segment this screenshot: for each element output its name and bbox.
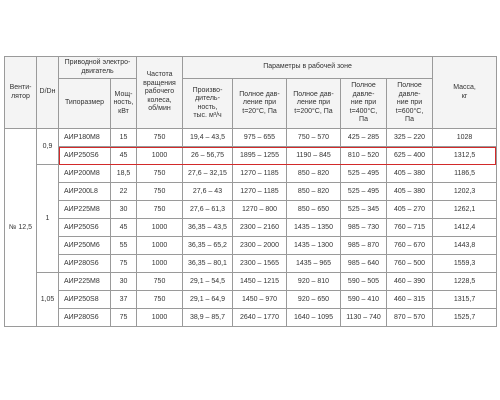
pressure-200-cell: 1435 – 965 bbox=[287, 255, 341, 273]
pressure-200-cell: 1435 – 1350 bbox=[287, 219, 341, 237]
pressure-600-cell: 870 – 570 bbox=[387, 309, 433, 327]
power-cell: 22 bbox=[111, 183, 137, 201]
table-row bbox=[5, 183, 497, 201]
capacity-cell: 27,6 – 61,3 bbox=[183, 201, 233, 219]
pressure-200-cell: 920 – 810 bbox=[287, 273, 341, 291]
motor-type-cell: АИР180М8 bbox=[59, 129, 111, 147]
speed-cell: 1000 bbox=[137, 255, 183, 273]
motor-type-cell: АИР250М6 bbox=[59, 237, 111, 255]
pressure-20-cell: 1450 – 1215 bbox=[233, 273, 287, 291]
table-row bbox=[5, 147, 497, 165]
pressure-200-cell: 920 – 650 bbox=[287, 291, 341, 309]
speed-cell: 750 bbox=[137, 273, 183, 291]
speed-cell: 1000 bbox=[137, 309, 183, 327]
pressure-600-cell: 405 – 380 bbox=[387, 183, 433, 201]
pressure-20-cell: 1895 – 1255 bbox=[233, 147, 287, 165]
pressure-400-cell: 525 – 495 bbox=[341, 165, 387, 183]
speed-cell: 1000 bbox=[137, 219, 183, 237]
power-cell: 55 bbox=[111, 237, 137, 255]
pressure-200-cell: 850 – 650 bbox=[287, 201, 341, 219]
speed-cell: 750 bbox=[137, 291, 183, 309]
table-row bbox=[5, 273, 497, 291]
header-pressure-600: Полное давле- ние при t=600°C, Па bbox=[387, 79, 433, 129]
pressure-20-cell: 2640 – 1770 bbox=[233, 309, 287, 327]
pressure-200-cell: 1190 – 845 bbox=[287, 147, 341, 165]
mass-cell: 1315,7 bbox=[433, 291, 497, 309]
pressure-20-cell: 1270 – 1185 bbox=[233, 165, 287, 183]
motor-type-cell: АИР200L8 bbox=[59, 183, 111, 201]
power-cell: 45 bbox=[111, 147, 137, 165]
mass-cell: 1412,4 bbox=[433, 219, 497, 237]
capacity-cell: 19,4 – 43,5 bbox=[183, 129, 233, 147]
mass-cell: 1186,5 bbox=[433, 165, 497, 183]
pressure-600-cell: 325 – 220 bbox=[387, 129, 433, 147]
motor-type-cell: АИР250S8 bbox=[59, 291, 111, 309]
header-pressure-20: Полное дав- ление при t=20°C, Па bbox=[233, 79, 287, 129]
pressure-600-cell: 625 – 400 bbox=[387, 147, 433, 165]
motor-type-cell: АИР225М8 bbox=[59, 273, 111, 291]
capacity-cell: 26 – 56,75 bbox=[183, 147, 233, 165]
pressure-400-cell: 810 – 520 bbox=[341, 147, 387, 165]
capacity-cell: 38,9 – 85,7 bbox=[183, 309, 233, 327]
header-mass: Масса, кг bbox=[433, 57, 497, 129]
fan-model-cell: № 12,5 bbox=[5, 129, 37, 327]
table-row bbox=[5, 219, 497, 237]
header-fan: Венти- лятор bbox=[5, 57, 37, 129]
pressure-600-cell: 405 – 380 bbox=[387, 165, 433, 183]
pressure-400-cell: 525 – 345 bbox=[341, 201, 387, 219]
pressure-200-cell: 850 – 820 bbox=[287, 183, 341, 201]
speed-cell: 750 bbox=[137, 201, 183, 219]
pressure-20-cell: 975 – 655 bbox=[233, 129, 287, 147]
mass-cell: 1202,3 bbox=[433, 183, 497, 201]
power-cell: 18,5 bbox=[111, 165, 137, 183]
header-pressure-400: Полное давле- ние при t=400°C, Па bbox=[341, 79, 387, 129]
capacity-cell: 29,1 – 54,5 bbox=[183, 273, 233, 291]
pressure-600-cell: 460 – 315 bbox=[387, 291, 433, 309]
pressure-400-cell: 590 – 505 bbox=[341, 273, 387, 291]
header-speed: Частота вращения рабочего колеса, об/мин bbox=[137, 57, 183, 129]
speed-cell: 750 bbox=[137, 129, 183, 147]
pressure-200-cell: 1435 – 1300 bbox=[287, 237, 341, 255]
header-drive: Приводной электро- двигатель bbox=[59, 57, 137, 79]
pressure-400-cell: 425 – 285 bbox=[341, 129, 387, 147]
motor-type-cell: АИР250S6 bbox=[59, 219, 111, 237]
table-row bbox=[5, 201, 497, 219]
mass-cell: 1028 bbox=[433, 129, 497, 147]
pressure-400-cell: 985 – 870 bbox=[341, 237, 387, 255]
mass-cell: 1525,7 bbox=[433, 309, 497, 327]
table-row bbox=[5, 291, 497, 309]
header-capacity: Произво- дитель- ность, тыс. м³/ч bbox=[183, 79, 233, 129]
capacity-cell: 36,35 – 80,1 bbox=[183, 255, 233, 273]
pressure-400-cell: 525 – 495 bbox=[341, 183, 387, 201]
pressure-20-cell: 2300 – 2000 bbox=[233, 237, 287, 255]
motor-type-cell: АИР280S6 bbox=[59, 309, 111, 327]
pressure-400-cell: 1130 – 740 bbox=[341, 309, 387, 327]
header-motor-type: Типоразмер bbox=[59, 79, 111, 129]
capacity-cell: 27,6 – 32,15 bbox=[183, 165, 233, 183]
speed-cell: 1000 bbox=[137, 237, 183, 255]
pressure-400-cell: 985 – 730 bbox=[341, 219, 387, 237]
pressure-400-cell: 985 – 640 bbox=[341, 255, 387, 273]
capacity-cell: 36,35 – 65,2 bbox=[183, 237, 233, 255]
pressure-600-cell: 405 – 270 bbox=[387, 201, 433, 219]
pressure-20-cell: 1270 – 800 bbox=[233, 201, 287, 219]
header-pressure-200: Полное дав- ление при t=200°C, Па bbox=[287, 79, 341, 129]
motor-type-cell: АИР200М8 bbox=[59, 165, 111, 183]
power-cell: 30 bbox=[111, 201, 137, 219]
header-ratio: D/Dн bbox=[37, 57, 59, 129]
power-cell: 30 bbox=[111, 273, 137, 291]
mass-cell: 1312,5 bbox=[433, 147, 497, 165]
motor-type-cell: АИР280S6 bbox=[59, 255, 111, 273]
header-params: Параметры в рабочей зоне bbox=[183, 57, 433, 79]
pressure-200-cell: 750 – 570 bbox=[287, 129, 341, 147]
capacity-cell: 29,1 – 64,9 bbox=[183, 291, 233, 309]
pressure-20-cell: 2300 – 1565 bbox=[233, 255, 287, 273]
spec-table-container bbox=[4, 56, 496, 327]
table-row bbox=[5, 255, 497, 273]
power-cell: 15 bbox=[111, 129, 137, 147]
pressure-600-cell: 760 – 715 bbox=[387, 219, 433, 237]
power-cell: 75 bbox=[111, 309, 137, 327]
pressure-600-cell: 760 – 500 bbox=[387, 255, 433, 273]
mass-cell: 1228,5 bbox=[433, 273, 497, 291]
pressure-200-cell: 1640 – 1095 bbox=[287, 309, 341, 327]
ratio-cell: 1 bbox=[37, 165, 59, 273]
power-cell: 37 bbox=[111, 291, 137, 309]
power-cell: 45 bbox=[111, 219, 137, 237]
ratio-cell: 0,9 bbox=[37, 129, 59, 165]
fan-spec-table bbox=[4, 56, 497, 327]
speed-cell: 750 bbox=[137, 183, 183, 201]
capacity-cell: 27,6 – 43 bbox=[183, 183, 233, 201]
header-power: Мощ- ность, кВт bbox=[111, 79, 137, 129]
table-row bbox=[5, 129, 497, 147]
pressure-600-cell: 760 – 670 bbox=[387, 237, 433, 255]
speed-cell: 750 bbox=[137, 165, 183, 183]
table-row bbox=[5, 237, 497, 255]
pressure-400-cell: 590 – 410 bbox=[341, 291, 387, 309]
pressure-20-cell: 2300 – 2160 bbox=[233, 219, 287, 237]
ratio-cell: 1,05 bbox=[37, 273, 59, 327]
table-row bbox=[5, 309, 497, 327]
pressure-200-cell: 850 – 820 bbox=[287, 165, 341, 183]
motor-type-cell: АИР225М8 bbox=[59, 201, 111, 219]
mass-cell: 1262,1 bbox=[433, 201, 497, 219]
pressure-20-cell: 1270 – 1185 bbox=[233, 183, 287, 201]
speed-cell: 1000 bbox=[137, 147, 183, 165]
pressure-20-cell: 1450 – 970 bbox=[233, 291, 287, 309]
mass-cell: 1443,8 bbox=[433, 237, 497, 255]
capacity-cell: 36,35 – 43,5 bbox=[183, 219, 233, 237]
table-row bbox=[5, 165, 497, 183]
power-cell: 75 bbox=[111, 255, 137, 273]
mass-cell: 1559,3 bbox=[433, 255, 497, 273]
motor-type-cell: АИР250S6 bbox=[59, 147, 111, 165]
pressure-600-cell: 460 – 390 bbox=[387, 273, 433, 291]
